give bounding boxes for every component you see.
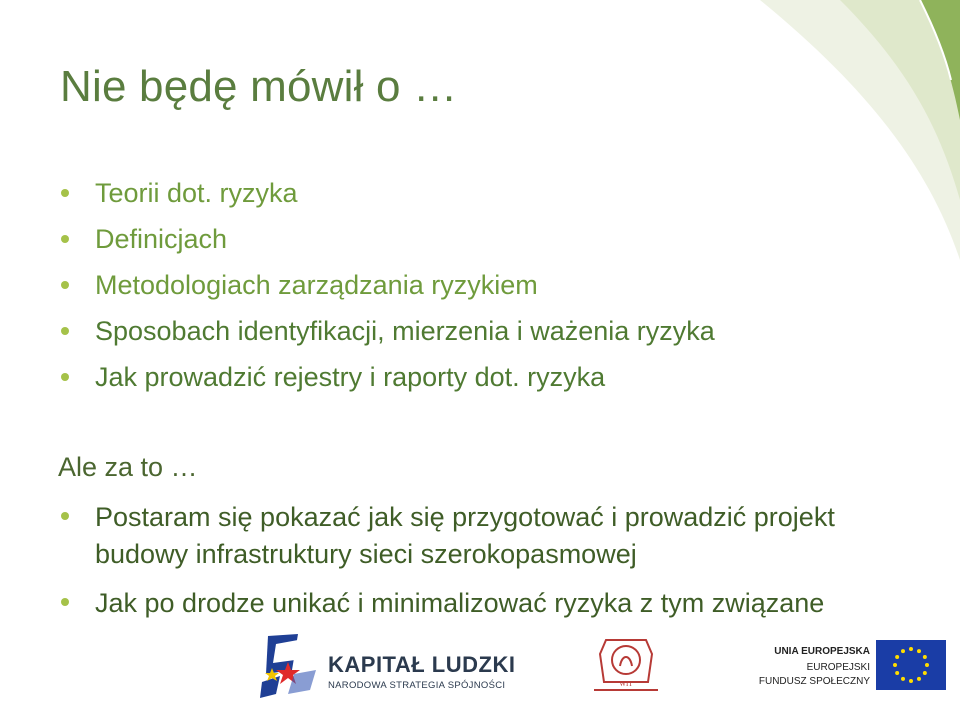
list-item: Jak po drodze unikać i minimalizować ryzyka z tym związane	[58, 585, 835, 622]
eu-star	[909, 679, 913, 683]
list-item: Definicjach	[58, 216, 715, 262]
slide-title: Nie będę mówił o …	[60, 62, 458, 111]
kapital-ludzki-emblem	[258, 630, 322, 702]
plan-list	[58, 499, 835, 622]
kapital-ludzki-logo	[258, 630, 516, 702]
eu-line-2: EUROPEJSKI	[806, 662, 870, 673]
eu-line-3: FUNDUSZ SPOŁECZNY	[758, 676, 870, 687]
list-item-line: Postaram się pokazać jak się przygotować i prowadzić projekt	[95, 502, 835, 532]
footer-logos	[0, 630, 960, 720]
eu-star	[909, 647, 913, 651]
list-item: Metodologiach zarządzania ryzykiem	[58, 262, 715, 308]
bullet-icon	[61, 189, 69, 197]
list-item: Teorii dot. ryzyka	[58, 170, 715, 216]
bullet-icon	[61, 373, 69, 381]
eu-flag-icon	[876, 640, 946, 690]
topics-list	[58, 170, 715, 400]
eu-star	[923, 671, 927, 675]
bullet-icon	[61, 235, 69, 243]
kapital-ludzki-title: KAPITAŁ LUDZKI	[328, 652, 516, 677]
list-item	[58, 499, 835, 573]
eu-line-1: UNIA EUROPEJSKA	[774, 646, 870, 657]
bullet-icon	[61, 281, 69, 289]
eu-star	[901, 677, 905, 681]
list-item: Sposobach identyfikacji, mierzenia i ważenia ryzyka	[58, 308, 715, 354]
bullet-icon	[61, 512, 69, 520]
eu-star	[895, 655, 899, 659]
list-item-line: budowy infrastruktury sieci szerokopasmowej	[95, 539, 637, 569]
eu-star	[923, 655, 927, 659]
eu-star	[893, 663, 897, 667]
corner-leaf-decoration	[720, 0, 960, 260]
bullet-icon	[61, 598, 69, 606]
eu-logo	[758, 640, 946, 700]
eu-star	[925, 663, 929, 667]
bullet-icon	[61, 327, 69, 335]
subheading: Ale za to …	[58, 452, 198, 482]
wit-emblem	[586, 632, 666, 702]
eu-star	[901, 649, 905, 653]
eu-star	[895, 671, 899, 675]
eu-star	[917, 649, 921, 653]
kapital-ludzki-subtitle: NARODOWA STRATEGIA SPÓJNOŚCI	[328, 680, 506, 691]
wit-logo	[586, 632, 666, 702]
wit-label: WIT	[619, 680, 633, 688]
eu-star	[917, 677, 921, 681]
list-item: Jak prowadzić rejestry i raporty dot. ryzyka	[58, 354, 715, 400]
